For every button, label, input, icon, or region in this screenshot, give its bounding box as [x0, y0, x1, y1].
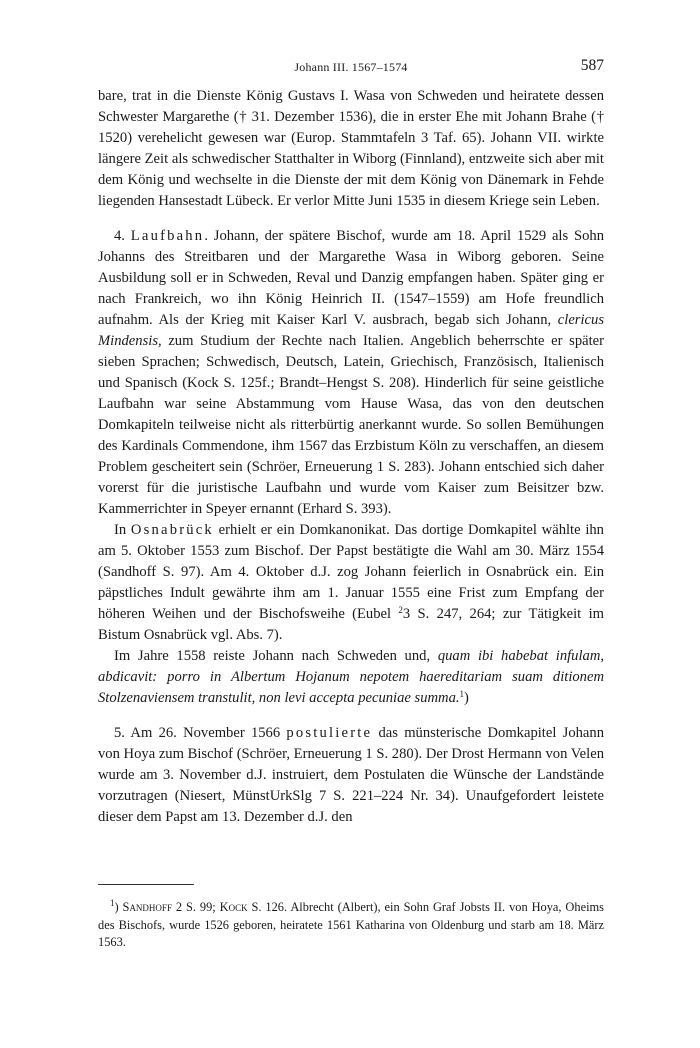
paragraph-laufbahn-text-b: , zum Studium der Rechte nach Italien. Angeblich beherrschte er später sieben Sprachen; Schwedisch, Deutsch, Latein, Griechisch, Französisch, Italienisch und Spanisch (Kock S. 125f.; Brandt–Hengst S. 208). Hinderlich für seine geistliche Laufbahn war seine Abstammung vom Hause Wasa, das von den deutschen Domkapiteln teilweise nicht als ritterbürtig anerkannt wurde. So sollen Bemühungen des Kardinals Commendone, ihm 1567 das Erzbistum Köln zu verschaffen, an diesem Problem gescheitert sein (Schröer, Erneuerung 1 S. 283). Johann entschied sich daher vorerst für die juristische Laufbahn und wurde vom Kaiser zum Beisitzer bzw. Kammerrichter in Speyer ernannt (Erhard S. 393).	[98, 333, 604, 517]
paragraph-postulation-text-a: 5. Am 26. November 1566	[114, 725, 287, 741]
edition-superscript: 2	[398, 605, 403, 615]
body-text	[98, 86, 604, 828]
section-heading-laufbahn: Laufbahn	[130, 228, 205, 244]
author-sandhoff: Sandhoff	[122, 900, 172, 914]
latin-phrase: clericus Mindensis	[98, 312, 604, 349]
footnote-divider	[98, 884, 194, 885]
footnote-mark-paren: )	[114, 900, 123, 914]
page-number: 587	[580, 57, 604, 74]
footnote-1	[98, 899, 604, 952]
latin-quotation: quam ibi habebat infulam, abdicavit: porro in Albertum Hojanum nepotem haereditariam suam ditionem Stolzenaviensem transtulit, non levi accepta pecuniae summa.	[98, 648, 605, 706]
place-osnabrueck: Osnabrück	[130, 522, 214, 538]
term-postulierte: postulierte	[286, 725, 373, 741]
paragraph-1	[98, 86, 604, 212]
paragraph-1558	[98, 646, 604, 709]
page-header	[98, 58, 604, 80]
footnotes	[98, 899, 604, 952]
footnote-mark: 1	[110, 898, 115, 908]
paragraph-osnabrueck-text-c: 3 S. 247, 264; zur Tätigkeit im Bistum Osnabrück vgl. Abs. 7).	[98, 606, 604, 643]
paragraph-osnabrueck-text-b: erhielt er ein Domkanonikat. Das dortige Domkapitel wählte ihn am 5. Oktober 1553 zum Bischof. Der Papst bestätigte die Wahl am 30. März 1554 (Sandhoff S. 97). Am 4. Oktober d.J. zog Johann feierlich in Osnabrück ein. Ein päpstliches Indult gewährte ihm am 1. Januar 1555 eine Frist zum Empfang der höheren Weihen und der Bischofsweihe (Eubel	[98, 522, 604, 622]
paragraph-1-text: bare, trat in die Dienste König Gustavs I. Wasa von Schweden und heiratete dessen Schwester Margarethe († 31. Dezember 1536), die in erster Ehe mit Johann Brahe († 1520) verehelicht gewesen war (Europ. Stammtafeln 3 Taf. 65). Johann VII. wirkte längere Zeit als schwedischer Statthalter in Wiborg (Finnland), entzweite sich aber mit dem König und wechselte in die Dienste der mit dem König von Dänemark in Fehde liegenden Hansestadt Lübeck. Er verlor Mitte Juni 1535 in diesem Kriege sein Leben.	[98, 88, 604, 209]
footnote-reference: 1	[459, 689, 465, 699]
author-kock: Kock	[219, 900, 248, 914]
section-number: 4.	[114, 228, 131, 244]
paragraph-laufbahn-text-a: . Johann, der spätere Bischof, wurde am 18. April 1529 als Sohn Johanns des Streitbaren und der Margarethe Wasa in Wiborg geboren. Seine Ausbildung soll er in Schweden, Reval und Danzig empfangen haben. Später ging er nach Frankreich, wo ihn König Heinrich II. (1547–1559) am Hofe freundlich aufnahm. Als der Krieg mit Kaiser Karl V. ausbrach, begab sich Johann,	[98, 228, 604, 328]
paragraph-osnabrueck	[98, 520, 604, 646]
paragraph-osnabrueck-text-a: In	[114, 522, 131, 538]
footnote-reference-paren: )	[464, 690, 469, 706]
paragraph-postulation	[98, 723, 604, 828]
paragraph-laufbahn	[98, 226, 604, 520]
footnote-text-b: S. 126. Albrecht (Albert), ein Sohn Graf Jobsts II. von Hoya, Oheims des Bischofs, wurde 1526 geboren, heiratete 1561 Katharina von Oldenburg und starb am 18. März 1563.	[98, 900, 604, 949]
footnote-text-a: 2 S. 99;	[171, 900, 220, 914]
running-head: Johann III. 1567–1574	[294, 60, 408, 74]
paragraph-postulation-text-b: das münsterische Domkapitel Johann von Hoya zum Bischof (Schröer, Erneuerung 1 S. 280). Der Drost Hermann von Velen wurde am 3. November d.J. instruiert, dem Postulaten die Wünsche der Landstände vorzutragen (Niesert, MünstUrkSlg 7 S. 221–224 Nr. 34). Unaufgefordert leistete dieser dem Papst am 13. Dezember d.J. den	[98, 725, 604, 825]
paragraph-1558-text: Im Jahre 1558 reiste Johann nach Schweden und,	[114, 648, 438, 664]
